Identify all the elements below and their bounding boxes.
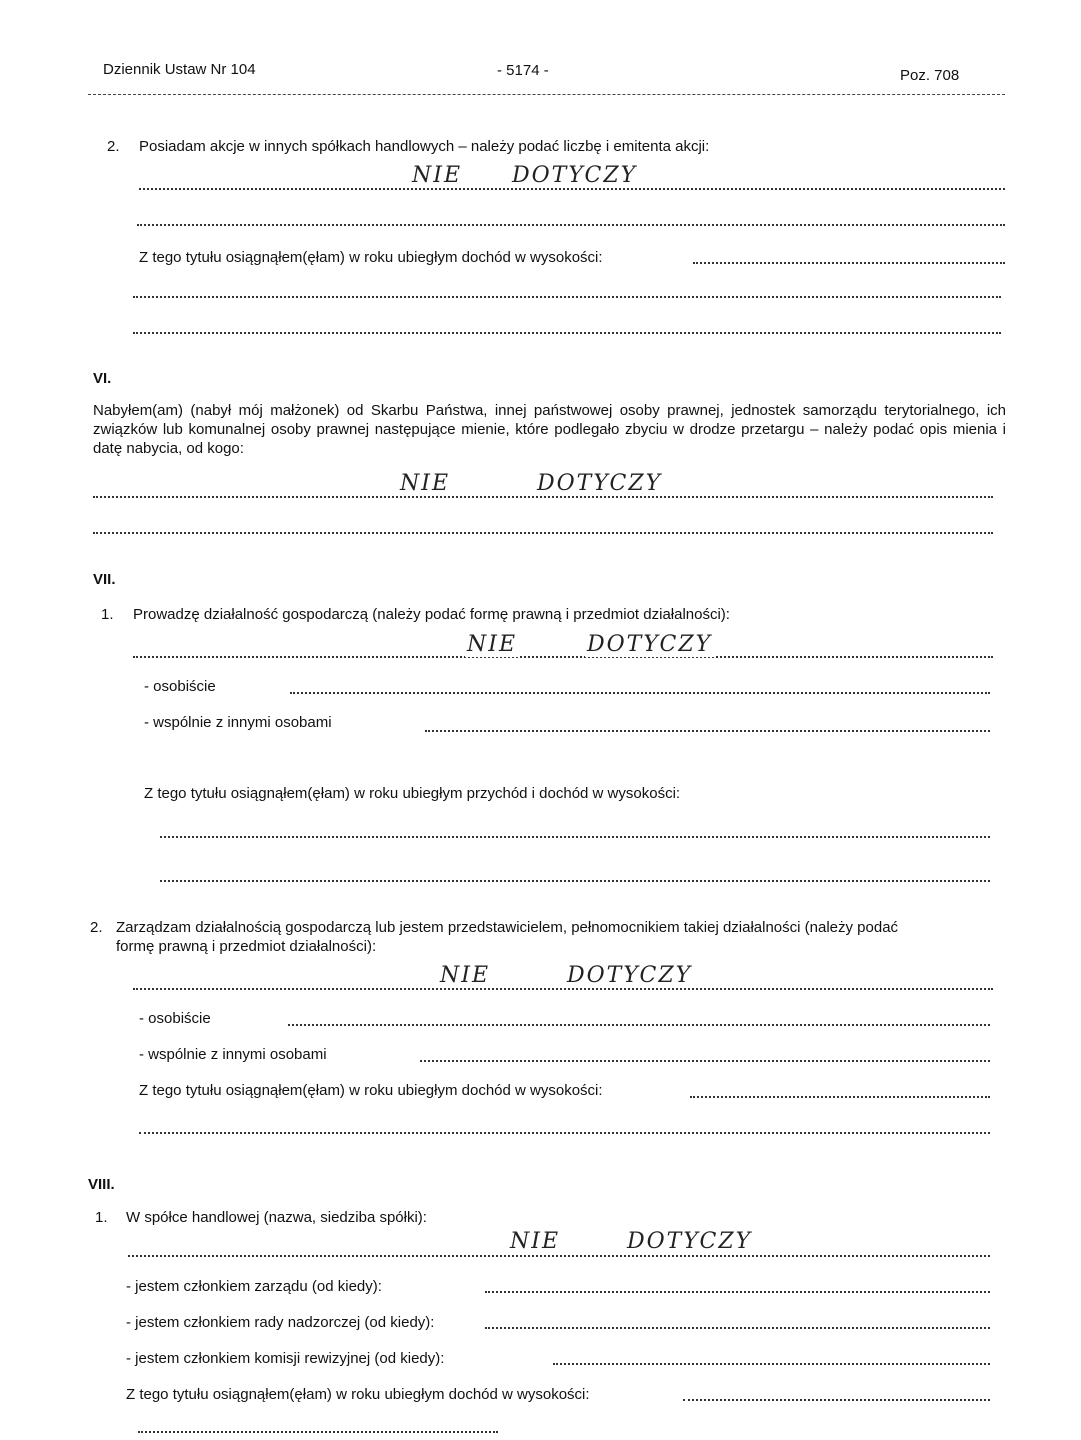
audit-member-field[interactable] (553, 1363, 990, 1365)
journal-title: Dziennik Ustaw Nr 104 (103, 61, 256, 78)
management-field[interactable] (133, 988, 993, 990)
supervisory-member-label: - jestem członkiem rady nadzorczej (od kiedy): (126, 1314, 435, 1331)
company-field[interactable] (128, 1255, 990, 1257)
handwritten-answer: DOTYCZY (567, 963, 693, 988)
income-field[interactable] (683, 1399, 990, 1401)
personally-field[interactable] (290, 692, 990, 694)
board-member-field[interactable] (485, 1291, 990, 1293)
income-field-line-2[interactable] (138, 1431, 498, 1433)
income-label: Z tego tytułu osiągnąłem(ęłam) w roku ubiegłym dochód w wysokości: (139, 249, 603, 266)
section-heading: VII. (93, 571, 116, 588)
item-number: 1. (95, 1209, 108, 1226)
business-activity-label: Prowadzę działalność gospodarczą (należy podać formę prawną i przedmiot działalności): (133, 606, 730, 623)
revenue-field-line-2[interactable] (160, 880, 990, 882)
property-field-line-2[interactable] (93, 532, 993, 534)
income-field-line-2[interactable] (133, 296, 1001, 298)
revenue-field-line-1[interactable] (160, 836, 990, 838)
property-field-line-1[interactable] (93, 496, 993, 498)
personally-label: - osobiście (144, 678, 216, 695)
page-number: - 5174 - (497, 62, 549, 79)
handwritten-answer: DOTYCZY (537, 471, 663, 496)
handwritten-answer: NIE (440, 963, 490, 988)
income-field-line-2[interactable] (139, 1132, 990, 1134)
revenue-income-label: Z tego tytułu osiągnąłem(ęłam) w roku ubiegłym przychód i dochód w wysokości: (144, 785, 681, 802)
item-number: 2. (90, 919, 103, 936)
personally-label: - osobiście (139, 1010, 211, 1027)
handwritten-answer: NIE (510, 1229, 560, 1254)
supervisory-member-field[interactable] (485, 1327, 990, 1329)
personally-field[interactable] (288, 1024, 990, 1026)
income-field[interactable] (693, 262, 1005, 264)
income-label: Z tego tytułu osiągnąłem(ęłam) w roku ubiegłym dochód w wysokości: (126, 1386, 590, 1403)
management-label-line-1: Zarządzam działalnością gospodarczą lub jestem przedstawicielem, pełnomocnikiem takiej działalności (należy podać (116, 919, 899, 936)
audit-member-label: - jestem członkiem komisji rewizyjnej (od kiedy): (126, 1350, 445, 1367)
header-rule (88, 94, 1005, 95)
handwritten-answer: NIE (412, 163, 462, 188)
jointly-label: - wspólnie z innymi osobami (144, 714, 332, 731)
section-heading: VIII. (88, 1176, 115, 1193)
business-activity-field[interactable] (133, 656, 993, 658)
property-acquisition-text: Nabyłem(am) (nabył mój małżonek) od Skarbu Państwa, innej państwowej osoby prawnej, jednostek samorządu terytorialnego, ich związków lub komunalnej osoby prawnej następujące mienie, które podlegało zbyciu w drodze przetargu – należy podać opis mienia i datę nabycia, od kogo: (93, 402, 1006, 457)
income-field-line-3[interactable] (133, 332, 1001, 334)
handwritten-answer: NIE (467, 632, 517, 657)
jointly-field[interactable] (420, 1060, 990, 1062)
shares-label: Posiadam akcje w innych spółkach handlowych – należy podać liczbę i emitenta akcji: (139, 138, 710, 155)
position-number: Poz. 708 (900, 67, 960, 84)
company-label: W spółce handlowej (nazwa, siedziba spółki): (126, 1209, 427, 1226)
jointly-field[interactable] (425, 730, 990, 732)
handwritten-answer: NIE (400, 471, 450, 496)
item-number: 1. (101, 606, 114, 623)
board-member-label: - jestem członkiem zarządu (od kiedy): (126, 1278, 382, 1295)
jointly-label: - wspólnie z innymi osobami (139, 1046, 327, 1063)
income-field[interactable] (690, 1096, 990, 1098)
shares-field-line-2[interactable] (137, 224, 1005, 226)
section-heading: VI. (93, 370, 112, 387)
shares-field-line-1[interactable] (139, 188, 1005, 190)
item-number: 2. (107, 138, 120, 155)
handwritten-answer: DOTYCZY (627, 1229, 753, 1254)
handwritten-answer: DOTYCZY (587, 632, 713, 657)
management-label-line-2: formę prawną i przedmiot działalności): (116, 938, 377, 955)
handwritten-answer: DOTYCZY (512, 163, 638, 188)
income-label: Z tego tytułu osiągnąłem(ęłam) w roku ubiegłym dochód w wysokości: (139, 1082, 603, 1099)
